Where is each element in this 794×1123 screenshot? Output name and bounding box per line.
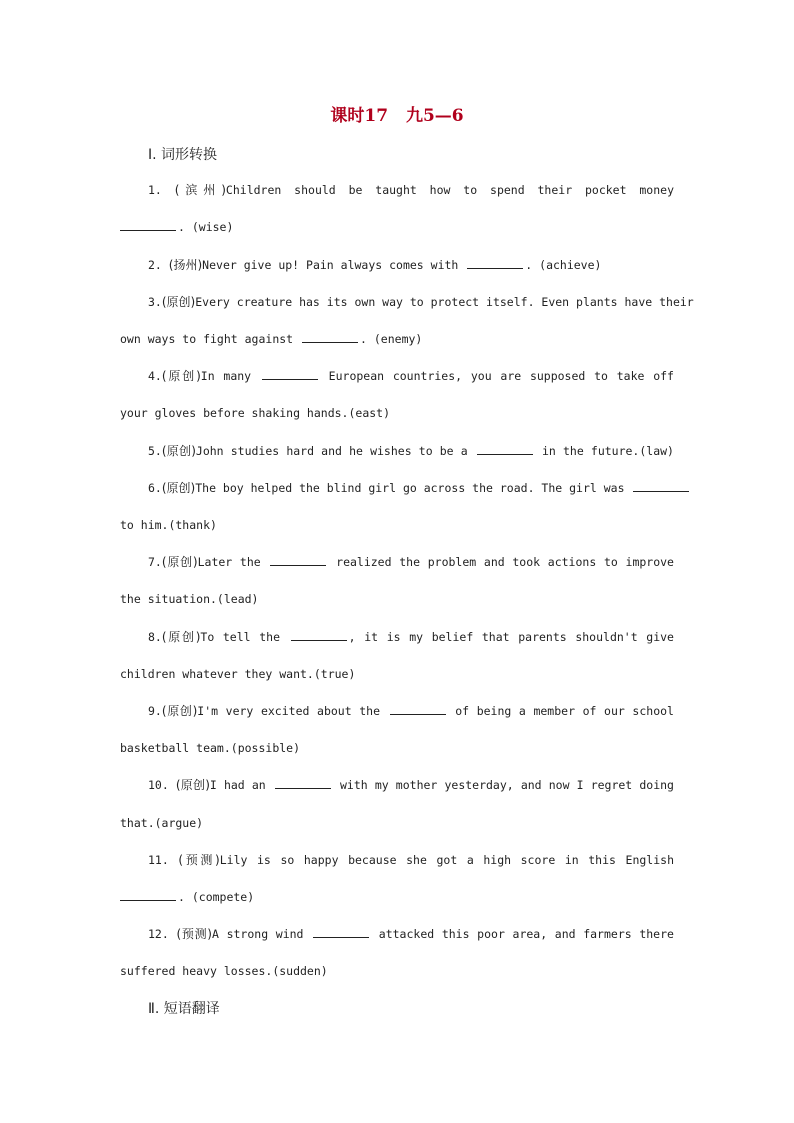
answer-blank[interactable] <box>477 442 533 455</box>
page-title <box>0 101 794 126</box>
question-5: 5.(原创)John studies hard and he wishes to be a in the future.(law) <box>148 444 674 458</box>
section-heading-word-forms: Ⅰ. 词形转换 <box>148 147 218 163</box>
answer-blank[interactable] <box>270 553 326 566</box>
question-3-line-1: 3.(原创)Every creature has its own way to protect itself. Even plants have their <box>148 295 694 309</box>
answer-blank[interactable] <box>291 628 347 641</box>
question-8-line-1: 8.(原创)To tell the , it is my belief that parents shouldn't give <box>148 630 674 644</box>
question-4-line-2: your gloves before shaking hands.(east) <box>120 406 391 420</box>
question-2: 2. (扬州)Never give up! Pain always comes with . (achieve) <box>148 258 602 272</box>
question-10-line-1: 10. (原创)I had an with my mother yesterday, and now I regret doing <box>148 778 674 792</box>
question-3-line-2: own ways to fight against . (enemy) <box>120 332 423 346</box>
question-7-line-2: the situation.(lead) <box>120 592 259 606</box>
unit-range: 九5—6 <box>405 106 464 126</box>
answer-blank[interactable] <box>467 256 523 269</box>
question-7-line-1: 7.(原创)Later the realized the problem and took actions to improve <box>148 555 674 569</box>
question-9-line-1: 9.(原创)I'm very excited about the of being a member of our school <box>148 704 674 718</box>
answer-blank[interactable] <box>120 888 176 901</box>
question-1-line-1: 1. (滨州)Children should be taught how to spend their pocket money <box>148 183 674 197</box>
question-6-line-1: 6.(原创)The boy helped the blind girl go across the road. The girl was <box>148 478 674 498</box>
lesson-number: 课时17 <box>330 106 389 126</box>
question-6-line-2: to him.(thank) <box>120 518 217 532</box>
question-11-line-2: . (compete) <box>120 887 674 907</box>
question-12-line-1: 12. (预测)A strong wind attacked this poor area, and farmers there <box>148 927 674 941</box>
answer-blank[interactable] <box>262 367 318 380</box>
question-11-line-1: 11. (预测)Lily is so happy because she got a high score in this English <box>148 853 674 867</box>
question-10-line-2: that.(argue) <box>120 816 204 830</box>
answer-blank[interactable] <box>390 702 446 715</box>
question-12-line-2: suffered heavy losses.(sudden) <box>120 964 328 978</box>
section-heading-phrase-translation: Ⅱ. 短语翻译 <box>148 1001 220 1017</box>
answer-blank[interactable] <box>275 776 331 789</box>
answer-blank[interactable] <box>302 330 358 343</box>
question-4-line-1: 4.(原创)In many European countries, you are supposed to take off <box>148 369 674 383</box>
answer-blank[interactable] <box>633 479 689 492</box>
answer-blank[interactable] <box>313 925 369 938</box>
answer-blank[interactable] <box>120 218 176 231</box>
question-9-line-2: basketball team.(possible) <box>120 741 301 755</box>
question-1-line-2: . (wise) <box>120 217 674 237</box>
question-8-line-2: children whatever they want.(true) <box>120 667 356 681</box>
